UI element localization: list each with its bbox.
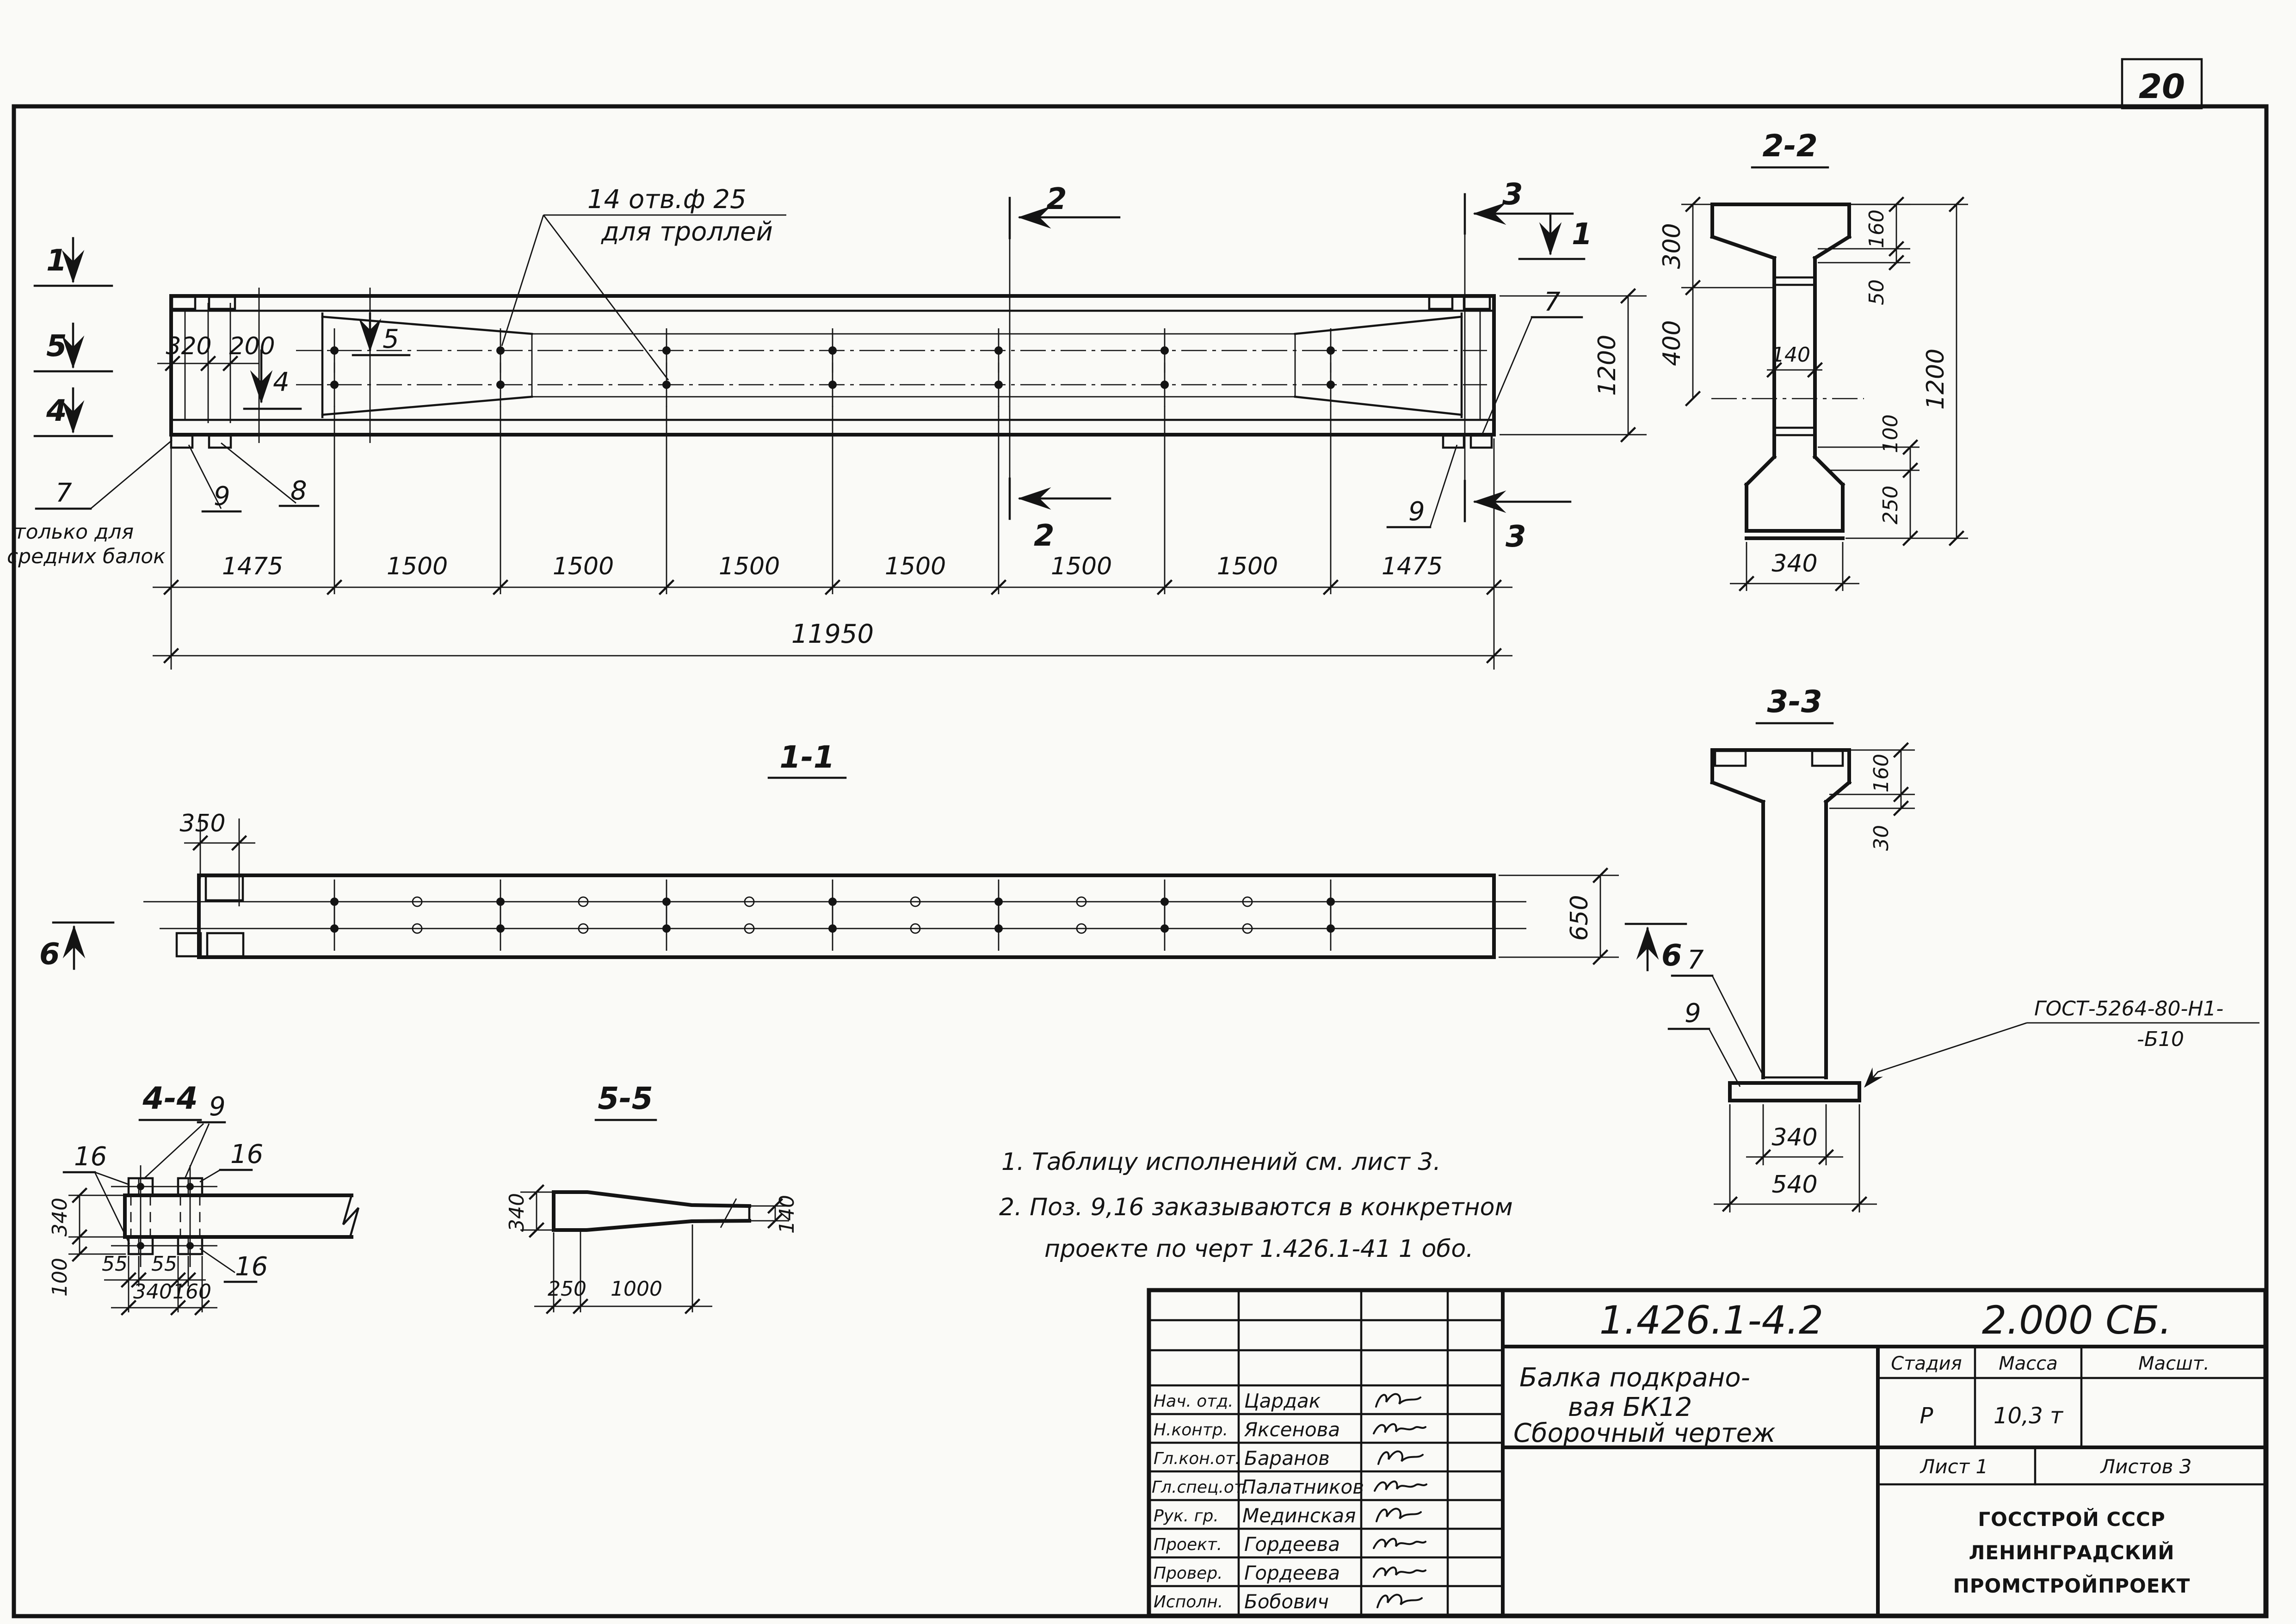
doc-number: 1.426.1-4.2 [1599,1298,1824,1343]
section-3-3-callouts [1669,945,1762,1087]
sheet-number-box [2122,59,2202,108]
signer-name-6: Гордеева [1244,1562,1340,1584]
section-2-2-profile [1711,204,1864,538]
dim-160-44: 160 [173,1280,211,1304]
main-elevation-view [7,178,1647,670]
note-1: 1. Таблицу исполнений см. лист 3. [1001,1148,1441,1176]
signer-name-1: Яксенова [1244,1418,1340,1441]
view-5-5 [505,1081,799,1313]
marker-3-bottom: 3 [1506,520,1526,554]
dim-320: 320 [166,332,212,360]
seg-dim-6: 1500 [1050,553,1112,580]
note-2: 2. Поз. 9,16 заказываются в конкретном [999,1193,1513,1221]
weld-note [1865,997,2259,1087]
dim-340-bottom: 340 [1771,550,1818,578]
section-marks-3 [1465,178,1573,554]
dim-100: 100 [1879,414,1902,453]
signer-name-0: Цардак [1244,1390,1321,1412]
sheet-frame [14,106,2266,1616]
org-line-3: ПРОМСТРОЙПРОЕКТ [1953,1575,2191,1597]
seg-dim-5: 1500 [884,553,946,580]
marker-4-label: 4 [46,394,67,428]
notes [999,1148,1513,1263]
note-3: проекте по черт 1.426.1-41 1 обо. [1044,1235,1474,1263]
section-2-2-dims-left [1658,198,1774,405]
org-line-2: ЛЕНИНГРАДСКИЙ [1969,1541,2175,1564]
dim-30-33: 30 [1870,825,1893,851]
signer-name-4: Мединская [1242,1504,1356,1527]
weld-note-line2: -Б10 [2137,1027,2185,1051]
section-2-2-dim-340 [1730,542,1859,591]
dim-340-33: 340 [1771,1124,1818,1151]
dims-320-200 [157,303,275,423]
dim-250: 250 [1879,486,1902,524]
signer-role-1: Н.контр. [1154,1421,1228,1439]
section-1-1-view [39,739,1686,973]
view-4-4-title: 4-4 [142,1081,198,1116]
view-4-4 [48,1081,358,1314]
dim-55-a: 55 [102,1252,128,1276]
callout-7-right: 7 [1544,287,1561,317]
dim-140-55: 140 [775,1195,799,1234]
weld-note-line1: ГОСТ-5264-80-Н1- [2034,997,2224,1021]
section-2-2-dims-right [1818,198,1910,305]
seg-dim-1: 1475 [222,553,284,580]
callout-7-left: 7 [56,478,72,508]
seg-dim-2: 1500 [386,553,448,580]
dim-1200: 1200 [1593,334,1621,396]
dim-350-label: 350 [179,810,226,837]
hole-note-line2: для троллей [601,217,773,247]
sheets-label: Листов 3 [2100,1455,2192,1478]
callout-8: 8 [290,476,307,506]
dim-540-33: 540 [1771,1171,1818,1199]
title-block [1149,1290,2265,1616]
view-4-4-dims [48,1189,217,1314]
marker-2-bottom: 2 [1034,519,1055,553]
section-marks-2 [1010,182,1119,553]
dim-340-55: 340 [505,1193,529,1232]
section-2-2-dims-lower [1818,198,1968,545]
sheet-label: Лист 1 [1920,1455,1988,1478]
dim-1200-section: 1200 [1922,348,1950,410]
seg-dim-3: 1500 [552,553,614,580]
signer-name-7: Бобович [1244,1590,1329,1613]
trolley-holes [296,328,1487,407]
marker-1-right: 1 [1572,217,1592,252]
view-5-5-dims [505,1186,799,1313]
dim-650-marker-6 [1499,869,1686,973]
sheet-number: 20 [2138,67,2185,106]
dim-300: 300 [1658,223,1686,269]
marker-5-inbeam: 5 [383,324,399,354]
dim-650-label: 650 [1566,895,1593,941]
callout-16-b: 16 [230,1139,264,1169]
dim-100-44: 100 [48,1258,72,1297]
seg-dim-8: 1475 [1381,553,1443,580]
dim-55-b: 55 [151,1252,177,1276]
signer-role-2: Гл.кон.от. [1154,1449,1241,1468]
title-line-2: вая БК12 [1568,1392,1692,1422]
signer-role-5: Проект. [1154,1535,1222,1554]
dim-50: 50 [1865,279,1889,305]
signer-role-7: Исполн. [1154,1593,1223,1612]
dim-200: 200 [229,332,275,360]
marker-4-inbeam: 4 [273,367,290,397]
signer-role-3: Гл.спец.от. [1152,1478,1249,1497]
signer-role-4: Рук. гр. [1154,1507,1219,1526]
note-middle-beams: средних балок [7,545,166,568]
title-line-3: Сборочный чертеж [1513,1418,1776,1448]
signature-table [1149,1290,1503,1616]
plan-holes [330,880,1335,951]
dim-340-bottom-44: 340 [133,1280,172,1304]
seg-dim-4: 1500 [718,553,780,580]
col-scale: Масшт. [2138,1353,2210,1374]
col-stage: Стадия [1891,1353,1962,1374]
callout-9-right: 9 [1408,497,1425,527]
signer-role-6: Провер. [1154,1564,1223,1583]
view-5-5-title: 5-5 [598,1081,653,1116]
section-3-3-dims-bottom [1714,1104,1877,1212]
callout-9-left: 9 [214,481,230,511]
marker-3-top: 3 [1502,178,1523,212]
section-3-3-profile [1712,750,1859,1101]
view-5-5-shape [554,1192,749,1230]
signer-name-2: Баранов [1244,1447,1330,1470]
title-line-1: Балка подкрано- [1519,1363,1750,1393]
section-2-2-title: 2-2 [1762,128,1818,164]
callouts-right [1388,287,1582,527]
col-mass: Масса [1999,1353,2058,1374]
seg-dim-7: 1500 [1216,553,1278,580]
dim-1000-55: 1000 [611,1277,662,1301]
marker-1-right-and-1200 [1500,214,1647,441]
marker-1-label: 1 [46,244,67,278]
org-line-1: ГОССТРОЙ СССР [1978,1508,2166,1531]
dim-140: 140 [1771,343,1810,367]
callout-9-33: 9 [1685,998,1701,1028]
marker-6-right-label: 6 [1661,939,1682,973]
dim-350 [179,810,255,906]
callouts-left [7,440,318,568]
callout-7-33: 7 [1687,945,1704,975]
dim-340-left-44: 340 [48,1198,72,1236]
section-markers-left [35,238,112,436]
signer-name-5: Гордеева [1244,1533,1340,1556]
marker-6-left-label: 6 [39,937,60,972]
signer-name-3: Палатников [1241,1476,1364,1498]
section-1-1-title: 1-1 [779,739,835,775]
dim-400: 400 [1658,320,1686,366]
marker-5-label: 5 [46,329,67,363]
dim-160-33: 160 [1870,754,1893,793]
section-2-2-view [1658,128,1968,591]
stage-value: Р [1920,1403,1933,1429]
callout-16-a: 16 [74,1142,107,1172]
title-block-right [1503,1298,2265,1616]
signer-role-0: Нач. отд. [1154,1392,1234,1411]
marker-2-top: 2 [1046,182,1067,216]
dim-250-55: 250 [548,1277,586,1301]
callout-16-c: 16 [235,1252,268,1282]
dim-160: 160 [1865,209,1889,248]
callout-9-44: 9 [209,1092,226,1122]
mass-value: 10,3 т [1993,1403,2063,1429]
section-3-3-view [1669,684,2259,1212]
dim-rows [153,406,1512,670]
doc-code: 2.000 СБ. [1981,1298,2172,1343]
section-3-3-title: 3-3 [1767,684,1822,720]
note-only-for: только для [14,520,134,544]
hole-note-line1: 14 отв.ф 25 [587,185,747,215]
marker-6-left [39,923,113,972]
total-dim: 11950 [791,619,874,649]
